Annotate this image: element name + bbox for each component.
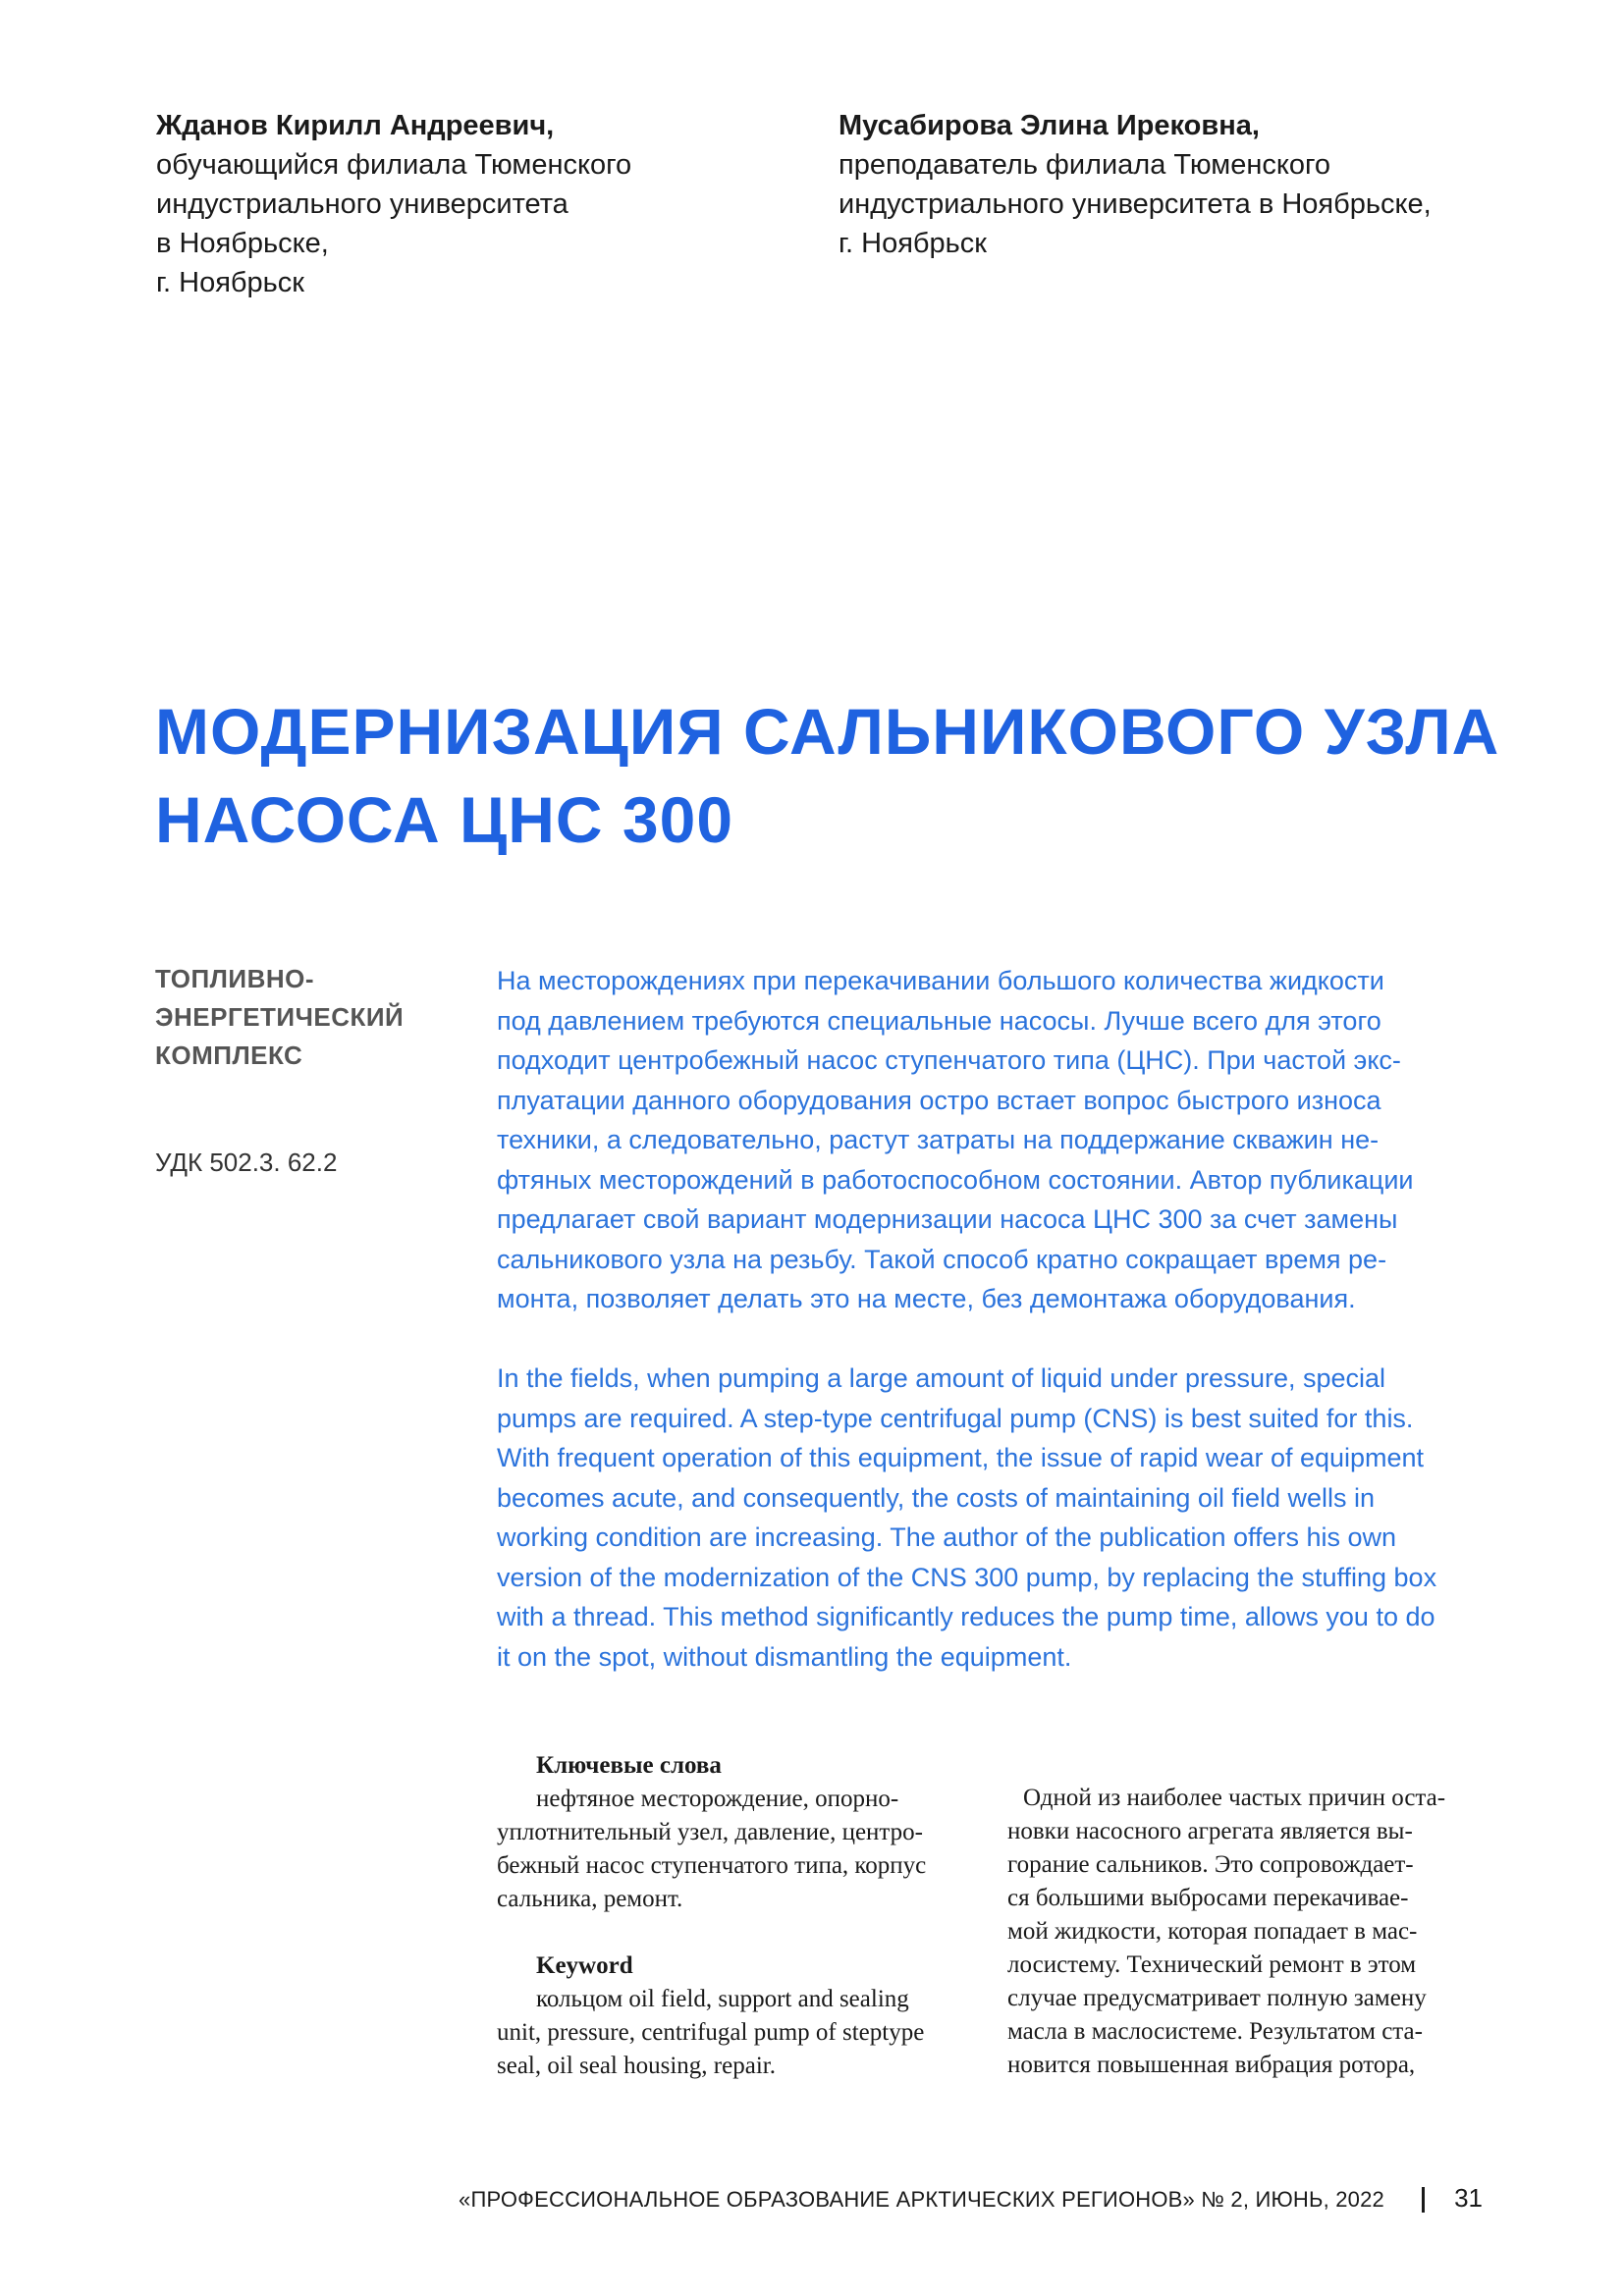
abstract-line: it on the spot, without dismantling the equipment. bbox=[497, 1641, 1072, 1672]
page-number: 31 bbox=[1454, 2183, 1483, 2213]
author-affiliation-line: г. Ноябрьск bbox=[839, 228, 987, 259]
footer-divider bbox=[1422, 2187, 1425, 2213]
keywords-heading: Keyword bbox=[536, 1952, 633, 1979]
body-line: горание сальников. Это сопровождает- bbox=[1007, 1851, 1414, 1878]
abstract-line: плуатации данного оборудования остро встает вопрос быстрого износа bbox=[497, 1085, 1381, 1115]
author-affiliation-line: в Ноябрьске, bbox=[156, 228, 329, 259]
abstract-line: with a thread. This method significantly reduces the pump time, allows you to do bbox=[497, 1602, 1435, 1631]
author-affiliation-line: обучающийся филиала Тюменского bbox=[156, 149, 632, 181]
keywords-line: уплотнительный узел, давление, центро- bbox=[497, 1819, 923, 1845]
abstract-line: под давлением требуются специальные насосы. Лучше всего для этого bbox=[497, 1005, 1381, 1036]
rubric-line: КОМПЛЕКС bbox=[155, 1041, 303, 1070]
rubric-line: ЭНЕРГЕТИЧЕСКИЙ bbox=[155, 1002, 405, 1032]
author-affiliation-line: г. Ноябрьск bbox=[156, 267, 304, 298]
keywords-russian bbox=[497, 1749, 974, 1916]
udk-code: УДК 502.3. 62.2 bbox=[155, 1148, 338, 1177]
body-line: мой жидкости, которая попадает в мас- bbox=[1007, 1918, 1418, 1945]
abstract-line: pumps are required. A step-type centrifugal pump (CNS) is best suited for this. bbox=[497, 1403, 1414, 1433]
abstract-line: version of the modernization of the CNS 300 pump, by replacing the stuffing box bbox=[497, 1562, 1437, 1592]
abstract-english bbox=[497, 1359, 1479, 1677]
body-line: лосистему. Технический ремонт в этом bbox=[1007, 1951, 1417, 1978]
rubric-line: ТОПЛИВНО- bbox=[155, 964, 315, 993]
abstract-line: With frequent operation of this equipment, the issue of rapid wear of equipment bbox=[497, 1443, 1425, 1472]
author-block-2 bbox=[839, 106, 1432, 263]
abstract-russian bbox=[497, 961, 1479, 1319]
keywords-line: бежный насос ступенчатого типа, корпус bbox=[497, 1852, 927, 1879]
abstract-line: техники, а следовательно, растут затраты на поддержание скважин не- bbox=[497, 1125, 1380, 1154]
abstract-line: монта, позволяет делать это на месте, без демонтажа оборудования. bbox=[497, 1284, 1356, 1313]
body-line: ся большими выбросами перекачивае- bbox=[1007, 1885, 1409, 1911]
abstract-line: сальникового узла на резьбу. Такой способ кратно сокращает время ре- bbox=[497, 1244, 1387, 1274]
body-text bbox=[1007, 1782, 1489, 2082]
author-affiliation-line: преподаватель филиала Тюменского bbox=[839, 149, 1331, 181]
keywords-line: нефтяное месторождение, опорно- bbox=[536, 1786, 899, 1812]
author-block-1 bbox=[156, 106, 631, 302]
abstract-line: becomes acute, and consequently, the costs of maintaining oil field wells in bbox=[497, 1482, 1376, 1513]
body-line: Одной из наиболее частых причин оста- bbox=[1023, 1785, 1446, 1811]
section-rubric bbox=[155, 960, 404, 1075]
author-name: Жданов Кирилл Андреевич, bbox=[156, 110, 555, 141]
title-line: НАСОСА ЦНС 300 bbox=[155, 783, 734, 856]
body-line: масла в маслосистеме. Результатом ста- bbox=[1007, 2018, 1423, 2045]
title-line: МОДЕРНИЗАЦИЯ САЛЬНИКОВОГО УЗЛА bbox=[155, 695, 1500, 768]
abstract-line: фтяных месторождений в работоспособном состоянии. Автор публикации bbox=[497, 1164, 1414, 1195]
abstract-line: предлагает свой вариант модернизации насоса ЦНС 300 за счет замены bbox=[497, 1204, 1398, 1234]
article-title bbox=[155, 687, 1499, 864]
journal-name: «ПРОФЕССИОНАЛЬНОЕ ОБРАЗОВАНИЕ АРКТИЧЕСКИХ РЕГИОНОВ» № 2, ИЮНЬ, 2022 bbox=[459, 2187, 1384, 2212]
keywords-heading: Ключевые слова bbox=[536, 1752, 722, 1779]
keywords-english bbox=[497, 1949, 974, 2083]
abstract-line: working condition are increasing. The author of the publication offers his own bbox=[497, 1522, 1397, 1552]
keywords-line: кольцом oil field, support and sealing bbox=[536, 1986, 909, 2012]
body-line: случае предусматривает полную замену bbox=[1007, 1985, 1427, 2011]
author-name: Мусабирова Элина Ирековна, bbox=[839, 110, 1260, 141]
keywords-line: seal, oil seal housing, repair. bbox=[497, 2053, 776, 2079]
abstract-line: подходит центробежный насос ступенчатого типа (ЦНС). При частой экс- bbox=[497, 1045, 1401, 1075]
body-line: новки насосного агрегата является вы- bbox=[1007, 1818, 1413, 1844]
keywords-line: сальника, ремонт. bbox=[497, 1886, 683, 1912]
abstract-line: На месторождениях при перекачивании большого количества жидкости bbox=[497, 966, 1384, 995]
page-footer bbox=[459, 2181, 1483, 2220]
keywords-line: unit, pressure, centrifugal pump of steptype bbox=[497, 2019, 925, 2046]
author-affiliation-line: индустриального университета bbox=[156, 188, 568, 220]
author-affiliation-line: индустриального университета в Ноябрьске, bbox=[839, 188, 1432, 220]
abstract-line: In the fields, when pumping a large amount of liquid under pressure, special bbox=[497, 1363, 1386, 1393]
body-line: новится повышенная вибрация ротора, bbox=[1007, 2052, 1416, 2078]
